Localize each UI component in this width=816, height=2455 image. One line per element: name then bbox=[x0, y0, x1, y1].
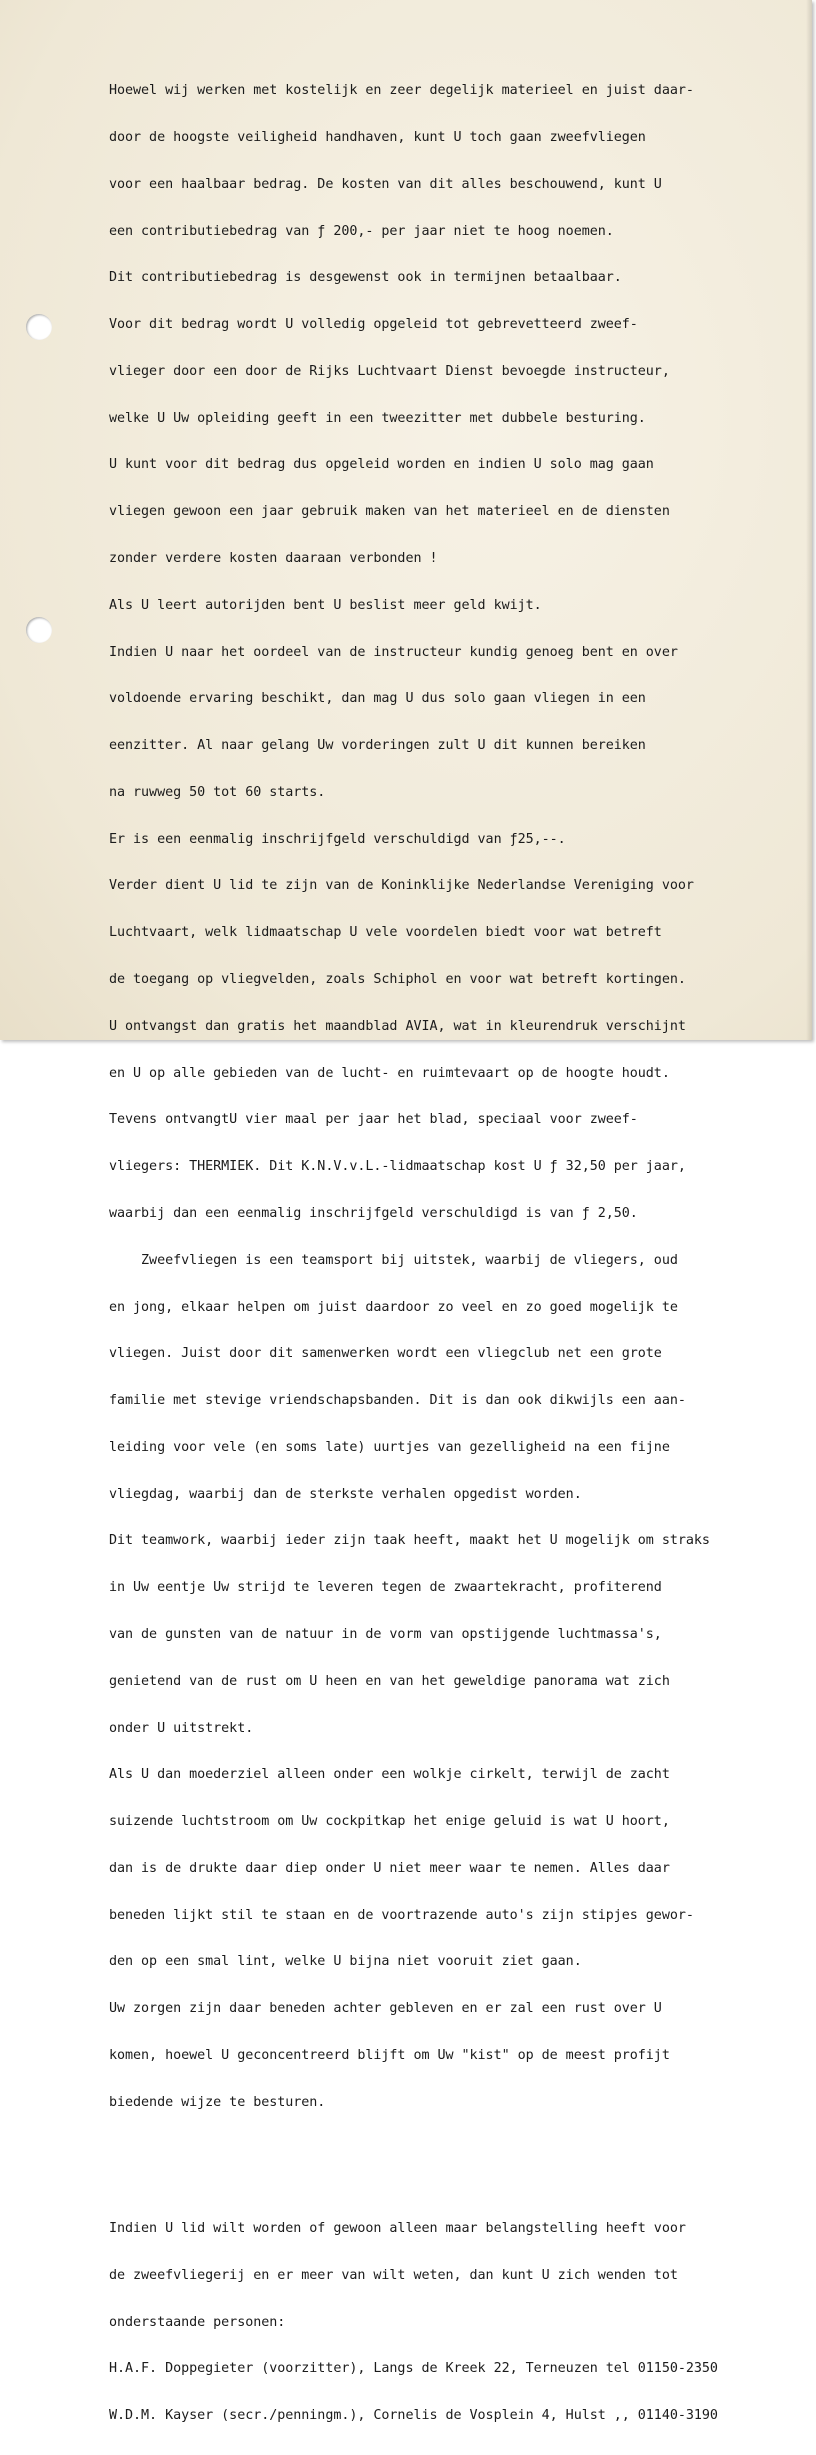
text-line: leiding voor vele (en soms late) uurtjes van gezelligheid na een fijne bbox=[109, 1439, 670, 1455]
paragraph-gap bbox=[109, 2157, 789, 2174]
text-line: den op een smal lint, welke U bijna niet vooruit ziet gaan. bbox=[109, 1954, 582, 1970]
text-line: beneden lijkt stil te staan en de voortrazende auto's zijn stipjes gewor- bbox=[109, 1907, 694, 1923]
text-line: en jong, elkaar helpen om juist daardoor zo veel en zo goed mogelijk te bbox=[109, 1299, 678, 1315]
text-line: Dit teamwork, waarbij ieder zijn taak heeft, maakt het U mogelijk om straks bbox=[109, 1533, 710, 1549]
text-line: de zweefvliegerij en er meer van wilt weten, dan kunt U zich wenden tot bbox=[109, 2267, 678, 2283]
text-line: onderstaande personen: bbox=[109, 2314, 286, 2330]
text-line: Als U leert autorijden bent U beslist meer geld kwijt. bbox=[109, 597, 542, 613]
text-line: vliegdag, waarbij dan de sterkste verhalen opgedist worden. bbox=[109, 1486, 582, 1502]
text-line: Verder dient U lid te zijn van de Koninklijke Nederlandse Vereniging voor bbox=[109, 878, 694, 894]
text-line: van de gunsten van de natuur in de vorm van opstijgende luchtmassa's, bbox=[109, 1626, 662, 1642]
text-line: Uw zorgen zijn daar beneden achter gebleven en er zal een rust over U bbox=[109, 2001, 662, 2017]
text-line: en U op alle gebieden van de lucht- en ruimtevaart op de hoogte houdt. bbox=[109, 1065, 670, 1081]
punch-hole-top bbox=[26, 314, 52, 340]
text-line: Hoewel wij werken met kostelijk en zeer degelijk materieel en juist daar- bbox=[109, 83, 694, 99]
text-line: Zweefvliegen is een teamsport bij uitstek, waarbij de vliegers, oud bbox=[109, 1252, 678, 1268]
page-edge-shadow bbox=[806, 0, 812, 1040]
text-line: Tevens ontvangtU vier maal per jaar het blad, speciaal voor zweef- bbox=[109, 1112, 638, 1128]
text-line: Er is een eenmalig inschrijfgeld verschuldigd van ƒ25,--. bbox=[109, 831, 566, 847]
text-line: welke U Uw opleiding geeft in een tweezitter met dubbele besturing. bbox=[109, 410, 646, 426]
text-line: waarbij dan een eenmalig inschrijfgeld verschuldigd is van ƒ 2,50. bbox=[109, 1205, 638, 1221]
text-line: door de hoogste veiligheid handhaven, kunt U toch gaan zweefvliegen bbox=[109, 129, 646, 145]
text-line: U kunt voor dit bedrag dus opgeleid worden en indien U solo mag gaan bbox=[109, 457, 654, 473]
punch-hole-bottom bbox=[26, 617, 52, 643]
text-line: in Uw eentje Uw strijd te leveren tegen de zwaartekracht, profiterend bbox=[109, 1580, 662, 1596]
text-line: Als U dan moederziel alleen onder een wolkje cirkelt, terwijl de zacht bbox=[109, 1767, 670, 1783]
contact-line-secretary: W.D.M. Kayser (secr./penningm.), Cornelis de Vosplein 4, Hulst ,, 01140-3190 bbox=[109, 2408, 718, 2424]
text-line: vliegen gewoon een jaar gebruik maken van het materieel en de diensten bbox=[109, 504, 670, 520]
text-line: dan is de drukte daar diep onder U niet meer waar te nemen. Alles daar bbox=[109, 1860, 670, 1876]
text-line: familie met stevige vriendschapsbanden. Dit is dan ook dikwijls een aan- bbox=[109, 1393, 686, 1409]
contact-line-chairman: H.A.F. Doppegieter (voorzitter), Langs de Kreek 22, Terneuzen tel 01150-2350 bbox=[109, 2361, 718, 2377]
text-line: voor een haalbaar bedrag. De kosten van dit alles beschouwend, kunt U bbox=[109, 176, 662, 192]
text-line: komen, hoewel U geconcentreerd blijft om Uw "kist" op de meest profijt bbox=[109, 2048, 670, 2063]
text-line: vliegers: THERMIEK. Dit K.N.V.v.L.-lidmaatschap kost U ƒ 32,50 per jaar, bbox=[109, 1159, 686, 1175]
text-line: Luchtvaart, welk lidmaatschap U vele voordelen biedt voor wat betreft bbox=[109, 925, 662, 941]
text-line: Voor dit bedrag wordt U volledig opgeleid tot gebrevetteerd zweef- bbox=[109, 317, 638, 333]
text-line: suizende luchtstroom om Uw cockpitkap het enige geluid is wat U hoort, bbox=[109, 1814, 670, 1830]
text-line: Indien U lid wilt worden of gewoon alleen maar belangstelling heeft voor bbox=[109, 2220, 686, 2236]
text-line: eenzitter. Al naar gelang Uw vorderingen zult U dit kunnen bereiken bbox=[109, 738, 646, 754]
text-line: voldoende ervaring beschikt, dan mag U dus solo gaan vliegen in een bbox=[109, 691, 646, 707]
text-line: vlieger door een door de Rijks Luchtvaart Dienst bevoegde instructeur, bbox=[109, 363, 670, 379]
text-line: vliegen. Juist door dit samenwerken wordt een vliegclub net een grote bbox=[109, 1346, 662, 1362]
text-line: zonder verdere kosten daaraan verbonden ! bbox=[109, 551, 438, 566]
text-line: Dit contributiebedrag is desgewenst ook in termijnen betaalbaar. bbox=[109, 270, 622, 286]
text-line: na ruwweg 50 tot 60 starts. bbox=[109, 784, 326, 800]
typewritten-text bbox=[109, 52, 789, 2455]
text-line: onder U uitstrekt. bbox=[109, 1720, 254, 1736]
text-line: Indien U naar het oordeel van de instructeur kundig genoeg bent en over bbox=[109, 644, 678, 660]
text-line: een contributiebedrag van ƒ 200,- per jaar niet te hoog noemen. bbox=[109, 223, 614, 239]
text-line: biedende wijze te besturen. bbox=[109, 2094, 326, 2110]
text-line: de toegang op vliegvelden, zoals Schiphol en voor wat betreft kortingen. bbox=[109, 972, 686, 988]
text-line: genietend van de rust om U heen en van het geweldige panorama wat zich bbox=[109, 1673, 670, 1689]
text-line: U ontvangst dan gratis het maandblad AVIA, wat in kleurendruk verschijnt bbox=[109, 1018, 686, 1034]
